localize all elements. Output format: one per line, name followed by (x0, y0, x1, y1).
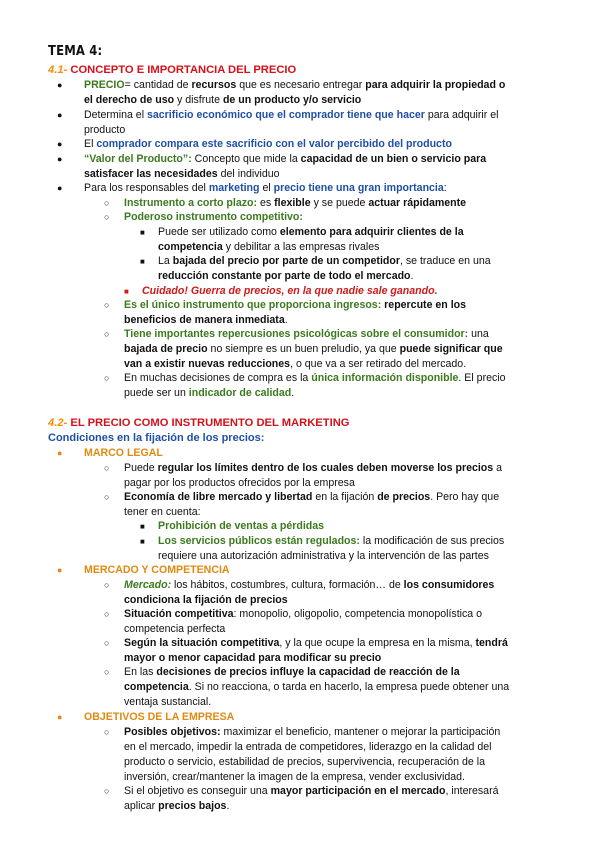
bullet-square: ■ (140, 228, 145, 237)
bullet-hollow: ○ (104, 786, 110, 796)
list-item: ○ Es el único instrumento que proporciona ingresos: repercute en los beneficios de manera inmediata. (104, 299, 467, 326)
bullet-hollow: ○ (104, 198, 110, 208)
bullet-filled: ● (57, 565, 63, 575)
tema-heading: TEMA 4: (48, 43, 103, 59)
bullet-hollow: ○ (104, 580, 110, 590)
bullet-square: ■ (124, 287, 129, 296)
bullet-hollow: ○ (104, 638, 110, 648)
list-item: ○ En muchas decisiones de compra es la única información disponible. El precio puede ser un indicador de calidad. (104, 372, 506, 399)
bullet-hollow: ○ (104, 373, 110, 383)
list-item: ○ En las decisiones de precios influye la capacidad de reacción de la competencia. Si no reacciona, o tarda en hacerlo, la empresa puede obtener una ventaja sustancial. (104, 666, 510, 708)
bullet-hollow: ○ (104, 667, 110, 677)
bullet-hollow: ○ (104, 463, 110, 473)
list-item: ○ Mercado: los hábitos, costumbres, cultura, formación… de los consumidores condiciona la fijación de precios (104, 579, 495, 606)
list-item: ● MARCO LEGAL (57, 447, 163, 459)
bullet-filled: ● (57, 139, 63, 149)
bullet-filled: ● (57, 110, 63, 120)
list-item: ● “Valor del Producto”: Concepto que mide la capacidad de un bien o servicio para satisfacer las necesidades del individuo (57, 153, 487, 180)
list-item: ■ Los servicios públicos están regulados: la modificación de sus precios requiere una autorización administrativa y la intervención de las partes (140, 535, 505, 562)
list-item: ● Para los responsables del marketing el precio tiene una gran importancia: (57, 182, 447, 194)
list-item: ■ La bajada del precio por parte de un competidor, se traduce en una reducción constante por parte de todo el mercado. (140, 255, 491, 282)
list-item: ○ Instrumento a corto plazo: es flexible y se puede actuar rápidamente (104, 197, 467, 209)
bullet-hollow: ○ (104, 727, 110, 737)
list-item: ○ Poderoso instrumento competitivo: (104, 211, 303, 223)
list-item: ○ Tiene importantes repercusiones psicológicas sobre el consumidor: una bajada de precio no siempre es un buen preludio, ya que puede significar que van a existir nuevas reducciones, o que va a ser retirado del mercado. (104, 328, 503, 370)
section-4-2-heading (48, 416, 349, 431)
list-item: ■ Cuidado! Guerra de precios, en la que nadie sale ganando. (124, 285, 438, 297)
bullet-square: ■ (140, 257, 145, 266)
bullet-square: ■ (140, 537, 145, 546)
list-item: ● El comprador compara este sacrificio con el valor percibido del producto (57, 138, 452, 150)
list-item: ○ Posibles objetivos: maximizar el beneficio, mantener o mejorar la participación en el mercado, impedir la entrada de competidores, liderazgo en la calidad del producto o servicio, estabilidad de precios, supervivencia, recuperación de la inversión, crear/mantener la imagen de la empresa, vender exclusividad. (104, 726, 501, 783)
list-item: ○ Si el objetivo es conseguir una mayor participación en el mercado, interesará aplicar precios bajos. (104, 785, 499, 812)
bullet-filled: ● (57, 154, 63, 164)
bullet-hollow: ○ (104, 300, 110, 310)
list-item: ○ Según la situación competitiva, y la que ocupe la empresa en la misma, tendrá mayor o menor capacidad para modificar su precio (104, 637, 508, 664)
bullet-hollow: ○ (104, 609, 110, 619)
section-title: CONCEPTO E IMPORTANCIA DEL PRECIO (67, 64, 297, 76)
bullet-hollow: ○ (104, 212, 110, 222)
bullet-filled: ● (57, 712, 63, 722)
bullet-filled: ● (57, 183, 63, 193)
section-number: 4.2- (48, 417, 68, 429)
section-4-1-heading (48, 63, 296, 78)
bullet-hollow: ○ (104, 492, 110, 502)
bullet-filled: ● (57, 80, 63, 90)
list-item: ■ Puede ser utilizado como elemento para adquirir clientes de la competencia y debilitar a las empresas rivales (140, 226, 464, 253)
list-item: ■ Prohibición de ventas a pérdidas (140, 520, 325, 532)
section-title: EL PRECIO COMO INSTRUMENTO DEL MARKETING (67, 417, 350, 429)
section-number: 4.1- (48, 64, 68, 76)
list-item: ● MERCADO Y COMPETENCIA (57, 564, 230, 576)
condiciones-subheading: Condiciones en la fijación de los precios: (48, 432, 265, 444)
list-item: ○ Situación competitiva: monopolio, oligopolio, competencia monopolística o competencia perfecta (104, 608, 483, 635)
bullet-filled: ● (57, 448, 63, 458)
bullet-hollow: ○ (104, 329, 110, 339)
list-item: ● Determina el sacrificio económico que el comprador tiene que hacer para adquirir el producto (57, 109, 499, 136)
bullet-square: ■ (140, 522, 145, 531)
list-item: ● OBJETIVOS DE LA EMPRESA (57, 711, 235, 723)
list-item: ○ Economía de libre mercado y libertad en la fijación de precios. Pero hay que tener en cuenta: (104, 491, 500, 518)
list-item: ● PRECIO= cantidad de recursos que es necesario entregar para adquirir la propiedad o el derecho de uso y disfrute de un producto y/o servicio (57, 79, 506, 106)
list-item: ○ Puede regular los límites dentro de los cuales deben moverse los precios a pagar por los productos ofrecidos por la empresa (104, 462, 503, 489)
